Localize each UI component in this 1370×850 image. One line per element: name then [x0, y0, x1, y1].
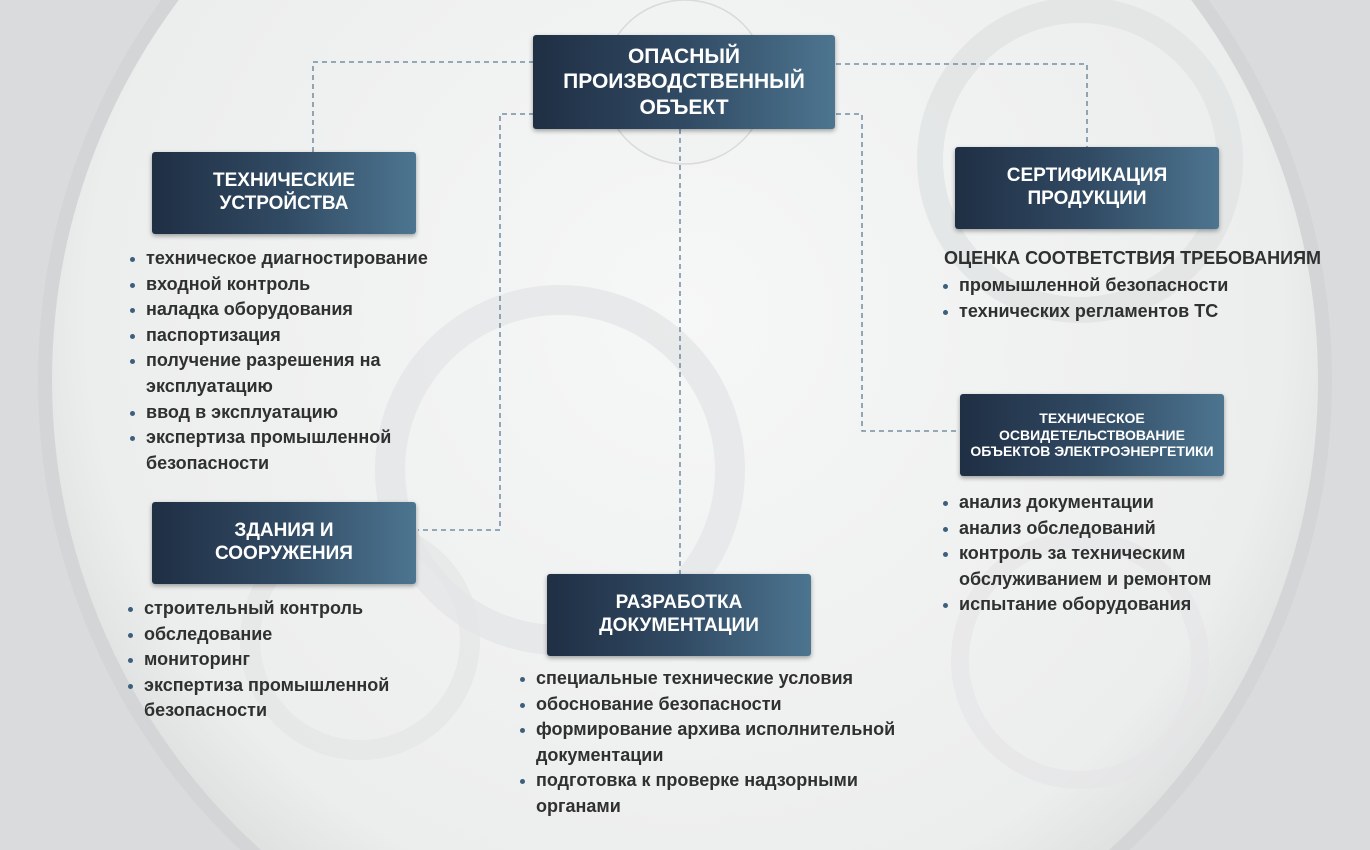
buildings-node — [152, 502, 416, 584]
technical-devices-title: ТЕХНИЧЕСКИЕ УСТРОЙСТВА — [213, 170, 355, 214]
list-item: формирование архива исполнительной документации — [518, 717, 896, 768]
certification-node — [955, 147, 1219, 229]
energy-inspection-node — [960, 394, 1224, 476]
central-node — [533, 35, 835, 129]
energy-inspection-title: ТЕХНИЧЕСКОЕ ОСВИДЕТЕЛЬСТВОВАНИЕ ОБЪЕКТОВ ЭЛЕКТРОЭНЕРГЕТИКИ — [970, 409, 1214, 460]
list-item: обследование — [126, 622, 416, 648]
list-item: получение разрешения на эксплуатацию — [128, 348, 386, 399]
central-node-title: ОПАСНЫЙ ПРОИЗВОДСТВЕННЫЙ ОБЪЕКТ — [563, 45, 805, 119]
list-item: анализ обследований — [941, 516, 1261, 542]
documentation-list — [518, 666, 908, 820]
list-item: техническое диагностирование — [128, 246, 428, 272]
list-item: анализ документации — [941, 490, 1261, 516]
list-item: контроль за техническим обслуживанием и ремонтом — [941, 541, 1249, 592]
technical-devices-list — [128, 246, 428, 476]
energy-inspection-list — [941, 490, 1261, 618]
list-item: испытание оборудования — [941, 592, 1261, 618]
list-item: паспортизация — [128, 323, 428, 349]
certification-title: СЕРТИФИКАЦИЯ ПРОДУКЦИИ — [1006, 165, 1168, 209]
list-item: подготовка к проверке надзорными органами — [518, 768, 866, 819]
list-item: обоснование безопасности — [518, 692, 908, 718]
list-item: специальные технические условия — [518, 666, 908, 692]
certification-heading: ОЦЕНКА СООТВЕТСТВИЯ ТРЕБОВАНИЯМ — [944, 248, 1322, 268]
buildings-title: ЗДАНИЯ И СООРУЖЕНИЯ — [215, 520, 353, 564]
list-item: экспертиза промышленной безопасности — [128, 425, 406, 476]
technical-devices-node — [152, 152, 416, 234]
list-item: строительный контроль — [126, 596, 416, 622]
list-item: мониторинг — [126, 647, 416, 673]
list-item: экспертиза промышленной безопасности — [126, 673, 404, 724]
documentation-node — [547, 574, 811, 656]
list-item: входной контроль — [128, 272, 428, 298]
documentation-title: РАЗРАБОТКА ДОКУМЕНТАЦИИ — [599, 592, 759, 636]
list-item: промышленной безопасности — [941, 273, 1271, 299]
list-item: ввод в эксплуатацию — [128, 400, 428, 426]
certification-list — [941, 273, 1271, 324]
list-item: технических регламентов ТС — [941, 299, 1271, 325]
list-item: наладка оборудования — [128, 297, 428, 323]
buildings-list — [126, 596, 416, 724]
